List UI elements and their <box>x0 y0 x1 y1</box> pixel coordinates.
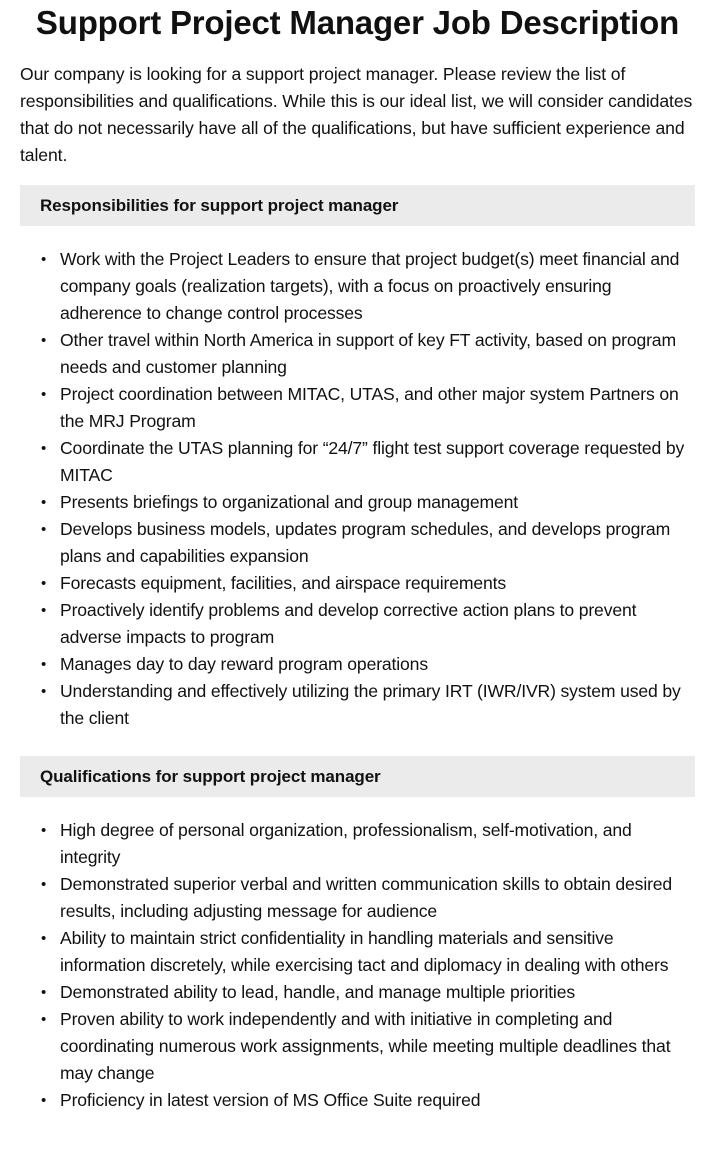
list-item <box>41 678 695 732</box>
qualifications-heading: Qualifications for support project manager <box>20 756 695 797</box>
list-item <box>41 246 695 327</box>
list-item-text: Presents briefings to organizational and group management <box>60 492 518 512</box>
list-item-text: Understanding and effectively utilizing the primary IRT (IWR/IVR) system used by the client <box>60 681 681 728</box>
bullet-icon: • <box>41 1011 47 1028</box>
list-item-text: Ability to maintain strict confidentiality in handling materials and sensitive information discretely, while exercising tact and diplomacy in dealing with others <box>60 928 669 975</box>
list-item-text: Coordinate the UTAS planning for “24/7” flight test support coverage requested by MITAC <box>60 438 685 485</box>
bullet-icon: • <box>41 440 47 457</box>
list-item-text: Develops business models, updates program schedules, and develops program plans and capabilities expansion <box>60 519 671 566</box>
list-item <box>41 871 695 925</box>
list-item-text: Project coordination between MITAC, UTAS, and other major system Partners on the MRJ Program <box>60 384 679 431</box>
page-title: Support Project Manager Job Description <box>35 4 680 41</box>
bullet-icon: • <box>41 251 47 268</box>
bullet-icon: • <box>41 521 47 538</box>
responsibilities-list <box>20 246 695 732</box>
bullet-icon: • <box>41 984 47 1001</box>
bullet-icon: • <box>41 332 47 349</box>
list-item <box>41 651 695 678</box>
list-item-text: Forecasts equipment, facilities, and airspace requirements <box>60 573 507 593</box>
qualifications-list <box>20 817 695 1114</box>
list-item <box>41 327 695 381</box>
list-item <box>41 925 695 979</box>
bullet-icon: • <box>41 656 47 673</box>
bullet-icon: • <box>41 494 47 511</box>
list-item <box>41 435 695 489</box>
list-item-text: Proven ability to work independently and with initiative in completing and coordinating numerous work assignments, while meeting multiple deadlines that may change <box>60 1009 671 1083</box>
list-item <box>41 817 695 871</box>
list-item <box>41 979 695 1006</box>
list-item-text: Demonstrated superior verbal and written communication skills to obtain desired results, including adjusting message for audience <box>60 874 673 921</box>
responsibilities-heading: Responsibilities for support project manager <box>20 185 695 226</box>
list-item-text: Proficiency in latest version of MS Office Suite required <box>60 1090 481 1110</box>
list-item <box>41 570 695 597</box>
list-item <box>41 597 695 651</box>
list-item-text: Work with the Project Leaders to ensure that project budget(s) meet financial and company goals (realization targets), with a focus on proactively ensuring adherence to change control processes <box>60 249 680 323</box>
list-item-text: High degree of personal organization, professionalism, self-motivation, and integrity <box>60 820 632 867</box>
list-item-text: Other travel within North America in support of key FT activity, based on program needs and customer planning <box>60 330 676 377</box>
bullet-icon: • <box>41 602 47 619</box>
qualifications-section <box>20 756 695 1114</box>
bullet-icon: • <box>41 386 47 403</box>
list-item <box>41 381 695 435</box>
responsibilities-section <box>20 185 695 732</box>
list-item <box>41 489 695 516</box>
bullet-icon: • <box>41 876 47 893</box>
list-item-text: Demonstrated ability to lead, handle, and manage multiple priorities <box>60 982 575 1002</box>
intro-paragraph: Our company is looking for a support project manager. Please review the list of responsibilities and qualifications. While this is our ideal list, we will consider candidates that do not necessarily have all of the qualifications, but have sufficient experience and talent. <box>20 64 693 165</box>
list-item <box>41 1006 695 1087</box>
list-item-text: Proactively identify problems and develop corrective action plans to prevent adverse impacts to program <box>60 600 637 647</box>
bullet-icon: • <box>41 683 47 700</box>
bullet-icon: • <box>41 930 47 947</box>
list-item <box>41 516 695 570</box>
list-item-text: Manages day to day reward program operations <box>60 654 428 674</box>
bullet-icon: • <box>41 1092 47 1109</box>
list-item <box>41 1087 695 1114</box>
bullet-icon: • <box>41 575 47 592</box>
bullet-icon: • <box>41 822 47 839</box>
